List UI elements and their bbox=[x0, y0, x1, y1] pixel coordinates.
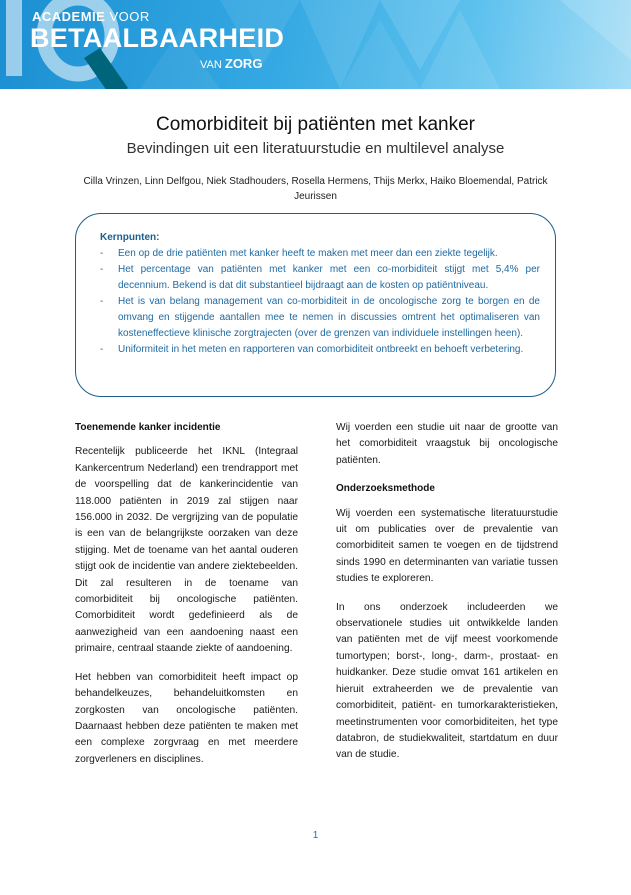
author-list: Cilla Vrinzen, Linn Delfgou, Niek Stadhouders, Rosella Hermens, Thijs Merkx, Haiko Bloemendal, Patrick Jeurissen bbox=[83, 176, 548, 202]
body-paragraph: In ons onderzoek includeerden we observationele studies uit ontwikkelde landen van patiënten met de vijf meest voorkomende tumortypen; borst-, long-, darm-, prostaat- en huidkanker. Deze studie omvat 161 artikelen en hieruit extraheerden we de prevalentie van comorbiditeit, patiënt- en tumorkarakteristieken, meetinstrumenten voor comorbiditeiten, het type databron, de studiekwaliteit, startdatum en duur van de studie. bbox=[336, 601, 558, 761]
body-paragraph: Wij voerden een studie uit naar de grootte van het comorbiditeit vraagstuk bij oncologische patiënten. bbox=[336, 422, 558, 466]
keypoint-text: Uniformiteit in het meten en rapporteren van comorbiditeit ontbreekt en behoeft verbetering. bbox=[118, 344, 524, 355]
keypoint-item: - Uniformiteit in het meten en rapporteren van comorbiditeit ontbreekt en behoeft verbetering. bbox=[100, 344, 524, 355]
logo-voor: VOOR bbox=[109, 9, 150, 24]
logo-zorg: ZORG bbox=[224, 56, 263, 71]
page-number: 1 bbox=[312, 830, 319, 841]
right-column bbox=[336, 420, 558, 776]
logo-van: VAN bbox=[200, 59, 222, 71]
keypoints-heading: Kernpunten: bbox=[100, 232, 160, 243]
keypoint-text: Het percentage van patiënten met kanker met een co-morbiditeit stijgt met 5,4% per decennium. Bekend is dat dit substantieel bijdraagt aan de kosten op patiëntniveau. bbox=[118, 264, 540, 291]
body-paragraph: Wij voerden een systematische literatuurstudie uit om publicaties over de prevalentie van comorbiditeit samen te voegen en de tijdstrend sinds 1990 en determinanten van variatie tussen studies te exploreren. bbox=[336, 507, 558, 585]
keypoint-text: Het is van belang management van co-morbiditeit in de oncologische zorg te borgen en de omvang en stijgende aantallen mee te nemen in discussies omtrent het optimaliseren van kosteneffectieve klinische zorgtrajecten (over de grenzen van individuele instellingen heen). bbox=[118, 296, 540, 339]
keypoint-item: - Het is van belang management van co-morbiditeit in de oncologische zorg te borgen en de omvang en stijgende aantallen mee te nemen in discussies omtrent het optimaliseren van kosteneffectieve klinische zorgtrajecten (over de grenzen van individuele instellingen heen). bbox=[100, 296, 540, 339]
keypoint-item: - Een op de drie patiënten met kanker heeft te maken met meer dan een ziekte tegelijk. bbox=[100, 248, 498, 259]
left-column bbox=[75, 420, 298, 780]
keypoints-list bbox=[100, 246, 540, 358]
logo-betaalbaarheid: BETAALBAARHEID bbox=[30, 23, 285, 53]
logo-academie: ACADEMIE bbox=[32, 9, 106, 24]
page-subtitle: Bevindingen uit een literatuurstudie en multilevel analyse bbox=[126, 140, 505, 157]
header-banner bbox=[0, 0, 631, 89]
section-heading-method: Onderzoeksmethode bbox=[336, 483, 435, 495]
keypoint-text: Een op de drie patiënten met kanker heeft te maken met meer dan een ziekte tegelijk. bbox=[118, 248, 498, 259]
body-paragraph: Het hebben van comorbiditeit heeft impact op behandelkeuzes, behandeluitkomsten en zorgkosten van oncologische patiënten. Daarnaast hebben deze patiënten te maken met een complexe zorgvraag en met meerdere zorgverleners en disciplines. bbox=[75, 671, 298, 765]
page-title: Comorbiditeit bij patiënten met kanker bbox=[156, 114, 475, 135]
body-paragraph: Recentelijk publiceerde het IKNL (Integraal Kankercentrum Nederland) een trendrapport met de voorspelling dat de kankerincidentie van 118.000 patiënten in 2019 zal stijgen naar 156.000 in 2032. De vergrijzing van de populatie is een van de belangrijkste oorzaken van deze stijging. Met de toename van het aantal ouderen stijgt ook de incidentie van andere ziektebeelden. Dit zal resulteren in de toename van comorbiditeit bij oncologische patiënten. Comorbiditeit wordt gedefinieerd als de aanwezigheid van een aandoening naast een primaire, centraal staande ziekte of aandoening. bbox=[75, 446, 298, 655]
keypoint-item: - Het percentage van patiënten met kanker met een co-morbiditeit stijgt met 5,4% per decennium. Bekend is dat dit substantieel bijdraagt aan de kosten op patiëntniveau. bbox=[100, 264, 540, 291]
iq-mark-icon bbox=[0, 0, 130, 89]
section-heading-incidence: Toenemende kanker incidentie bbox=[75, 422, 221, 433]
